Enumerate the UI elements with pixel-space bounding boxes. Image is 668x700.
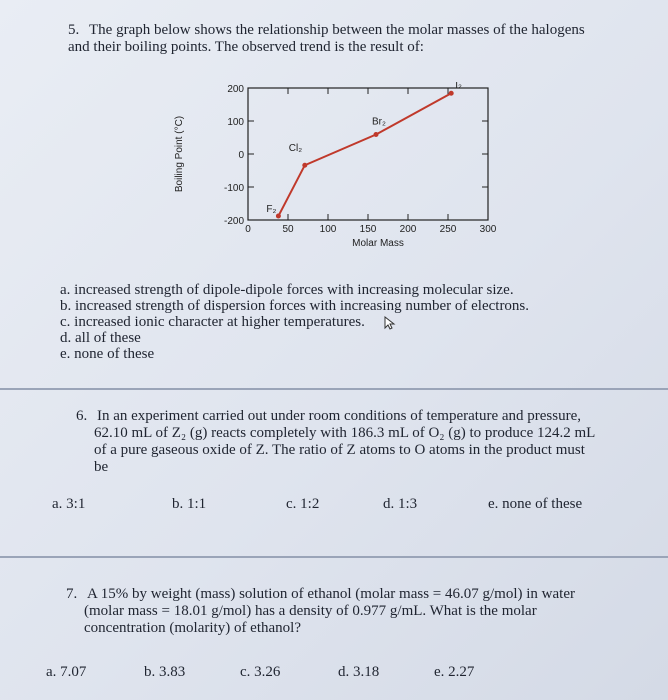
q5-choice-e[interactable]: e. none of these <box>60 346 155 362</box>
q7-choice-e[interactable]: e. 2.27 <box>434 664 475 680</box>
q6-line4: be <box>94 459 109 475</box>
point-label-cl2: Cl₂ <box>288 143 303 155</box>
mouse-pointer-icon <box>383 316 397 330</box>
q7-choice-c[interactable]: c. 3.26 <box>240 664 281 680</box>
q7-line2: (molar mass = 18.01 g/mol) has a density of 0.977 g/mL. What is the molar <box>84 603 537 619</box>
divider-2 <box>0 556 668 558</box>
point-label-br2: Br₂ <box>372 116 386 128</box>
q6-choice-e[interactable]: e. none of these <box>488 496 583 512</box>
x-axis-label: Molar Mass <box>352 238 404 249</box>
plot-frame <box>248 88 488 220</box>
q7-line3: concentration (molarity) of ethanol? <box>84 620 301 636</box>
q7-stem <box>66 586 575 637</box>
data-point-cl2 <box>302 163 307 168</box>
data-point-br2 <box>374 132 379 137</box>
y-tick-label: 200 <box>227 84 244 95</box>
x-tick-label: 250 <box>439 224 457 235</box>
q6-choice-b[interactable]: b. 1:1 <box>172 496 207 512</box>
q5-choice-c[interactable]: c. increased ionic character at higher temperatures. <box>60 314 365 330</box>
divider-1 <box>0 388 668 390</box>
q5-choice-a[interactable]: a. increased strength of dipole-dipole forces with increasing molecular size. <box>60 282 514 298</box>
x-tick-label: 100 <box>319 224 337 235</box>
q5-stem-line2: and their boiling points. The observed trend is the result of: <box>68 39 424 55</box>
y-tick-label: 0 <box>238 150 244 161</box>
q6-number: 6. <box>76 408 88 424</box>
x-tick-label: 200 <box>399 224 417 235</box>
q7-choice-b[interactable]: b. 3.83 <box>144 664 186 680</box>
point-label-f2: F₂ <box>266 204 277 216</box>
q5-number: 5. <box>68 22 80 38</box>
q7-line1: A 15% by weight (mass) solution of ethanol (molar mass = 46.07 g/mol) in water <box>87 586 575 602</box>
q5-choice-d[interactable]: d. all of these <box>60 330 141 346</box>
q6-line1: In an experiment carried out under room conditions of temperature and pressure, <box>97 408 581 424</box>
q7-choice-d[interactable]: d. 3.18 <box>338 664 380 680</box>
y-tick-label: 100 <box>227 117 244 128</box>
halogen-boiling-point-chart <box>168 82 498 262</box>
data-point-f2 <box>276 214 281 219</box>
series-line <box>278 93 451 216</box>
y-axis-label: Boiling Point (°C) <box>174 115 185 193</box>
q7-choice-a[interactable]: a. 7.07 <box>46 664 87 680</box>
x-tick-label: 150 <box>359 224 377 235</box>
q6-stem <box>76 408 595 476</box>
data-point-i2 <box>449 91 454 96</box>
x-tick-label: 0 <box>245 224 251 235</box>
q6-line2: 62.10 mL of Z₂ (g) reacts completely with 186.3 mL of O₂ (g) to produce 124.2 mL <box>94 425 596 441</box>
q6-choice-c[interactable]: c. 1:2 <box>286 496 320 512</box>
q6-choice-a[interactable]: a. 3:1 <box>52 496 86 512</box>
q7-choices <box>0 664 668 684</box>
x-tick-label: 300 <box>479 224 497 235</box>
q6-line3: of a pure gaseous oxide of Z. The ratio of Z atoms to O atoms in the product must <box>94 442 585 458</box>
q6-choice-d[interactable]: d. 1:3 <box>383 496 418 512</box>
x-tick-label: 50 <box>282 224 294 235</box>
q5-choices <box>60 282 529 362</box>
chart-svg <box>168 82 498 262</box>
y-tick-label: -100 <box>223 183 244 194</box>
q5-choice-b[interactable]: b. increased strength of dispersion forces with increasing number of electrons. <box>60 298 530 314</box>
q7-number: 7. <box>66 586 78 602</box>
q5-stem <box>68 22 585 56</box>
q6-choices <box>0 496 668 516</box>
point-label-i2: I₂ <box>455 82 462 91</box>
q5-stem-line1: The graph below shows the relationship between the molar masses of the halogens <box>89 22 585 38</box>
y-tick-label: -200 <box>223 216 244 227</box>
